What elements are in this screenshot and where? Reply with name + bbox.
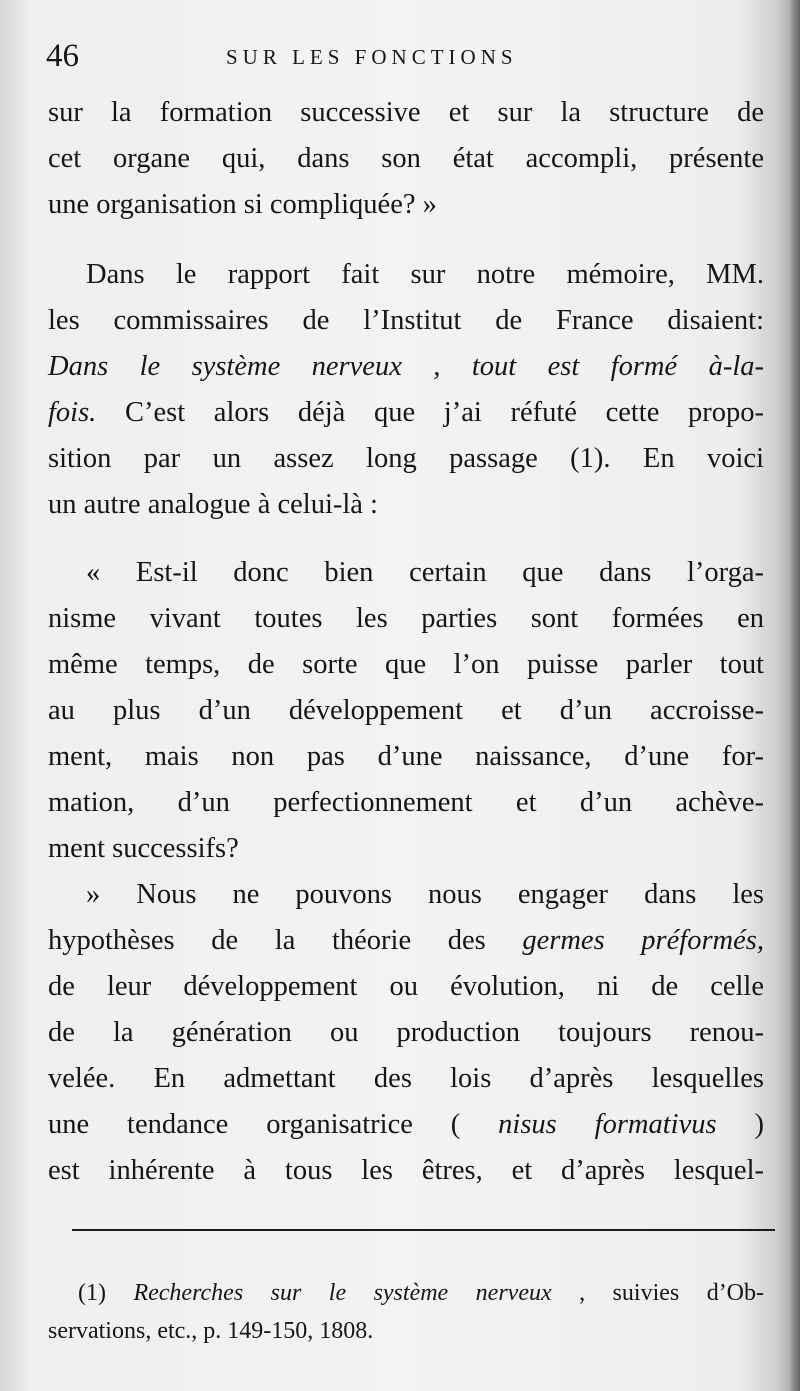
text-line: ment, mais non pas d’une naissance, d’une for-: [48, 741, 764, 772]
italic-text-line: Dans le système nerveux , tout est formé à-la-: [48, 351, 764, 382]
text-line: de la génération ou production toujours renou-: [48, 1017, 764, 1048]
text-line: une organisation si compliquée? »: [48, 189, 437, 220]
text-line: nisme vivant toutes les parties sont formées en: [48, 603, 764, 634]
text-line: cet organe qui, dans son état accompli, présente: [48, 143, 764, 174]
text-line: velée. En admettant des lois d’après lesquelles: [48, 1063, 764, 1094]
footnote-line: servations, etc., p. 149-150, 1808.: [48, 1318, 374, 1344]
footnote: [48, 1274, 764, 1350]
italic-text: nisus formativus: [498, 1109, 717, 1140]
text-line: [48, 918, 764, 964]
text-span: hypothèses de la théorie des: [48, 925, 523, 956]
running-title: SUR LES FONCTIONS: [226, 45, 518, 69]
page-number: 46: [46, 38, 79, 74]
text-span: ): [716, 1109, 764, 1140]
running-head: [46, 36, 766, 76]
text-line: au plus d’un développement et d’un accroisse-: [48, 695, 764, 726]
text-line: [48, 390, 764, 436]
text-line: mation, d’un perfectionnement et d’un achève-: [48, 787, 764, 818]
paragraph-quotation: [48, 550, 764, 1194]
italic-text: Recherches sur le système nerveux: [133, 1280, 552, 1306]
footnote-rule: [72, 1229, 775, 1231]
footnote-line: [48, 1274, 764, 1312]
text-line: de leur développement ou évolution, ni de celle: [48, 971, 764, 1002]
text-line: même temps, de sorte que l’on puisse parler tout: [48, 649, 764, 680]
paragraph-quote-end: [48, 90, 764, 228]
paragraph-rapport: [48, 252, 764, 528]
text-line: un autre analogue à celui-là :: [48, 489, 378, 520]
text-span: une tendance organisatrice (: [48, 1109, 499, 1140]
text-line: » Nous ne pouvons nous engager dans les: [86, 879, 764, 910]
text-span: , suivies d’Ob-: [551, 1280, 765, 1306]
italic-text: germes préformés,: [522, 925, 764, 956]
text-line: les commissaires de l’Institut de France disaient:: [48, 305, 764, 336]
text-line: sition par un assez long passage (1). En voici: [48, 443, 764, 474]
text-line: « Est-il donc bien certain que dans l’orga-: [86, 557, 764, 588]
text-line: Dans le rapport fait sur notre mémoire, MM.: [86, 259, 764, 290]
text-span: C’est alors déjà que j’ai réfuté cette propo-: [96, 397, 764, 428]
text-line: sur la formation successive et sur la structure de: [48, 97, 764, 128]
italic-text: fois.: [48, 397, 97, 428]
text-line: est inhérente à tous les êtres, et d’après lesquel-: [48, 1155, 764, 1186]
footnote-marker: (1): [78, 1280, 134, 1306]
text-line: ment successifs?: [48, 833, 239, 864]
text-line: [48, 1102, 764, 1148]
